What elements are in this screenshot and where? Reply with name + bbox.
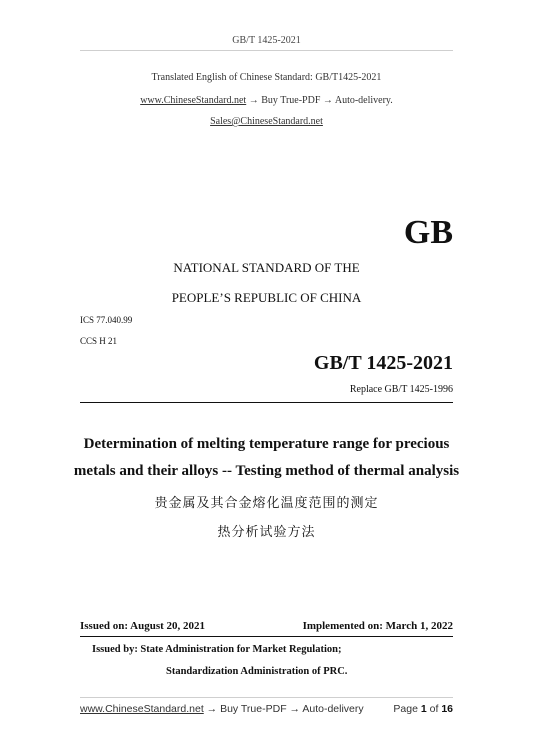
gb-logo: GB <box>403 214 453 251</box>
issued-date: Issued on: August 20, 2021 <box>80 620 206 632</box>
buy-text: → Buy True-PDF → Auto-delivery. <box>246 95 393 106</box>
implemented-date: Implemented on: March 1, 2022 <box>302 620 453 632</box>
footer-purchase <box>80 703 364 715</box>
date-divider <box>80 636 453 637</box>
replace-note: Replace GB/T 1425-1996 <box>349 384 453 395</box>
national-standard-line2: PEOPLE’S REPUBLIC OF CHINA <box>171 290 362 305</box>
ccs-code: CCS H 21 <box>80 336 118 346</box>
title-en-line1: Determination of melting temperature range for precious <box>83 436 450 452</box>
title-en-line2: metals and their alloys -- Testing method of thermal analysis <box>73 463 460 479</box>
purchase-line <box>0 95 533 106</box>
title-cn-line1: 贵金属及其合金熔化温度范围的测定 <box>154 496 379 511</box>
page-current: 1 <box>420 703 427 715</box>
page-total: 16 <box>441 703 453 715</box>
ics-code: ICS 77.040.99 <box>80 315 133 325</box>
title-cn-line2: 热分析试验方法 <box>217 525 316 540</box>
issued-by-line2: Standardization Administration of PRC. <box>166 666 348 677</box>
page-indicator <box>393 703 453 715</box>
running-header: GB/T 1425-2021 <box>232 35 301 46</box>
footer-site-link[interactable]: www.ChineseStandard.net <box>80 703 204 715</box>
translation-note: Translated English of Chinese Standard: GB/T1425-2021 <box>151 72 382 83</box>
standard-number: GB/T 1425-2021 <box>313 352 453 374</box>
sales-line <box>0 116 533 127</box>
page-of: of <box>429 703 439 715</box>
header-divider <box>80 50 453 51</box>
email-link[interactable]: Sales@ChineseStandard.net <box>210 116 323 127</box>
national-standard-line1: NATIONAL STANDARD OF THE <box>173 260 360 275</box>
footer-divider <box>80 697 453 698</box>
issued-by-line1: Issued by: State Administration for Market Regulation; <box>92 644 342 655</box>
site-link[interactable]: www.ChineseStandard.net <box>140 95 247 106</box>
page-label: Page <box>393 703 418 715</box>
title-divider <box>80 402 453 403</box>
footer-buy-text: → Buy True-PDF → Auto-delivery <box>203 703 364 715</box>
